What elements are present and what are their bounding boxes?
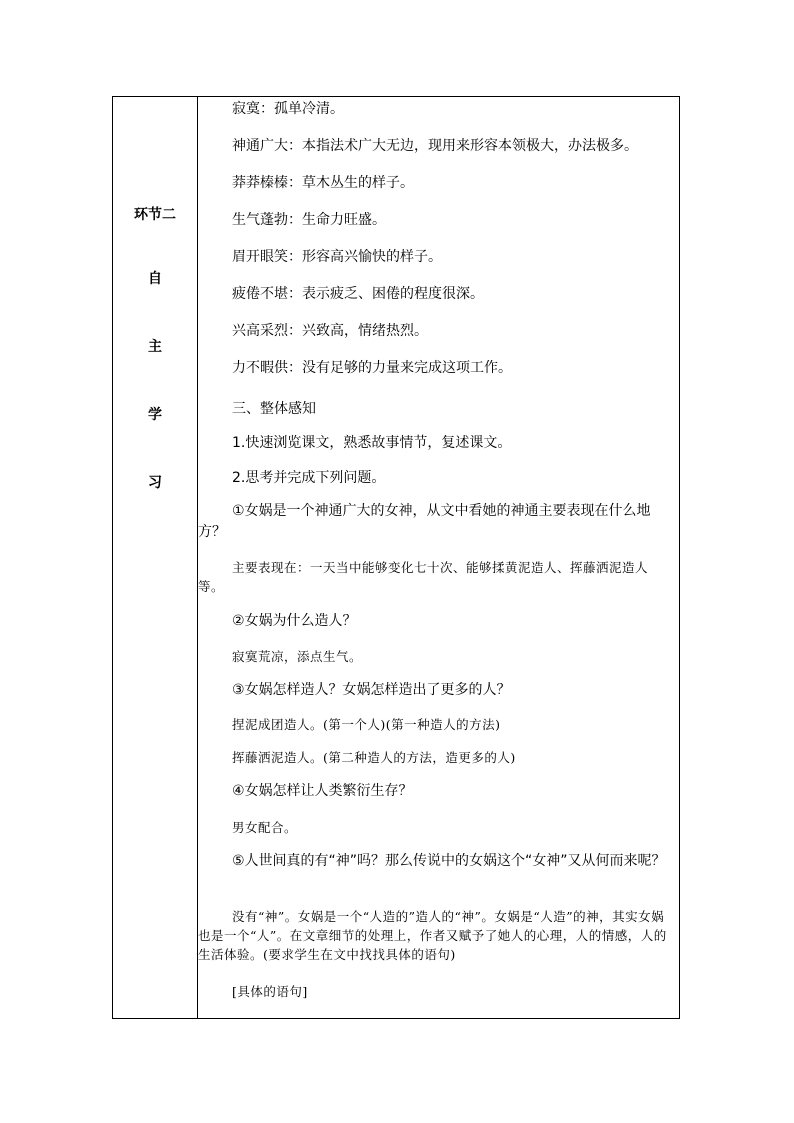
question-3: ③女娲怎样造人？女娲怎样造出了更多的人？ — [232, 682, 511, 698]
section-char-2: 主 — [148, 339, 162, 355]
question-2: ②女娲为什么造人？ — [232, 613, 357, 629]
task-line: 2.思考并完成下列问题。 — [232, 470, 386, 486]
section-label: 环节二 — [134, 207, 176, 223]
left-column — [113, 97, 197, 1018]
answer-2: 寂寞荒凉，添点生气。 — [232, 649, 363, 664]
answer-4: 男女配合。 — [232, 820, 298, 835]
question-5: ⑤人世间真的有“神”吗？那么传说中的女娲这个“女神”又从何而来呢？ — [232, 853, 666, 869]
content-column — [198, 97, 679, 1018]
vocab-line: 眉开眼笑：形容高兴愉快的样子。 — [232, 249, 442, 265]
question-4: ④女娲怎样让人类繁衍生存？ — [232, 783, 413, 799]
question-1: ①女娲是一个神通广大的女神，从文中看她的神通主要表现在什么地方？ — [198, 503, 651, 540]
vocab-line: 力不暇供：没有足够的力量来完成这项工作。 — [232, 360, 512, 376]
vocab-line: 兴高采烈：兴致高，情绪热烈。 — [232, 323, 428, 339]
task-line: 1.快速浏览课文，熟悉故事情节，复述课文。 — [232, 435, 512, 451]
section-char-4: 习 — [148, 475, 162, 491]
lesson-table — [112, 96, 680, 1019]
vocab-line: 寂寞：孤单冷清。 — [232, 101, 344, 117]
vocab-line: 疲倦不堪：表示疲乏、困倦的程度很深。 — [232, 286, 484, 302]
answer-3b: 挥藤洒泥造人。(第二种造人的方法，造更多的人) — [232, 750, 516, 765]
vocab-line: 神通广大：本指法术广大无边，现用来形容本领极大，办法极多。 — [232, 138, 638, 154]
section-char-1: 自 — [148, 271, 162, 287]
answer-5: 没有“神”。女娲是一个“人造的”造人的“神”。女娲是“人造”的神，其实女娲也是一个“人”。在文章细节的处理上，作者又赋予了她人的心理，人的情感，人的生活体验。(要求学生在文中找找具体的语句) — [198, 909, 667, 962]
answer-3a: 捏泥成团造人。(第一个人)(第一种造人的方法) — [232, 717, 501, 732]
section-char-3: 学 — [148, 407, 162, 423]
answer-1: 主要表现在：一天当中能够变化七十次、能够揉黄泥造人、挥藤洒泥造人等。 — [198, 560, 649, 594]
section-heading: 三、整体感知 — [232, 401, 316, 417]
answer-5b: [具体的语句] — [232, 984, 308, 999]
vocab-line: 生气蓬勃：生命力旺盛。 — [232, 212, 386, 228]
vocab-line: 莽莽榛榛：草木丛生的样子。 — [232, 175, 414, 191]
